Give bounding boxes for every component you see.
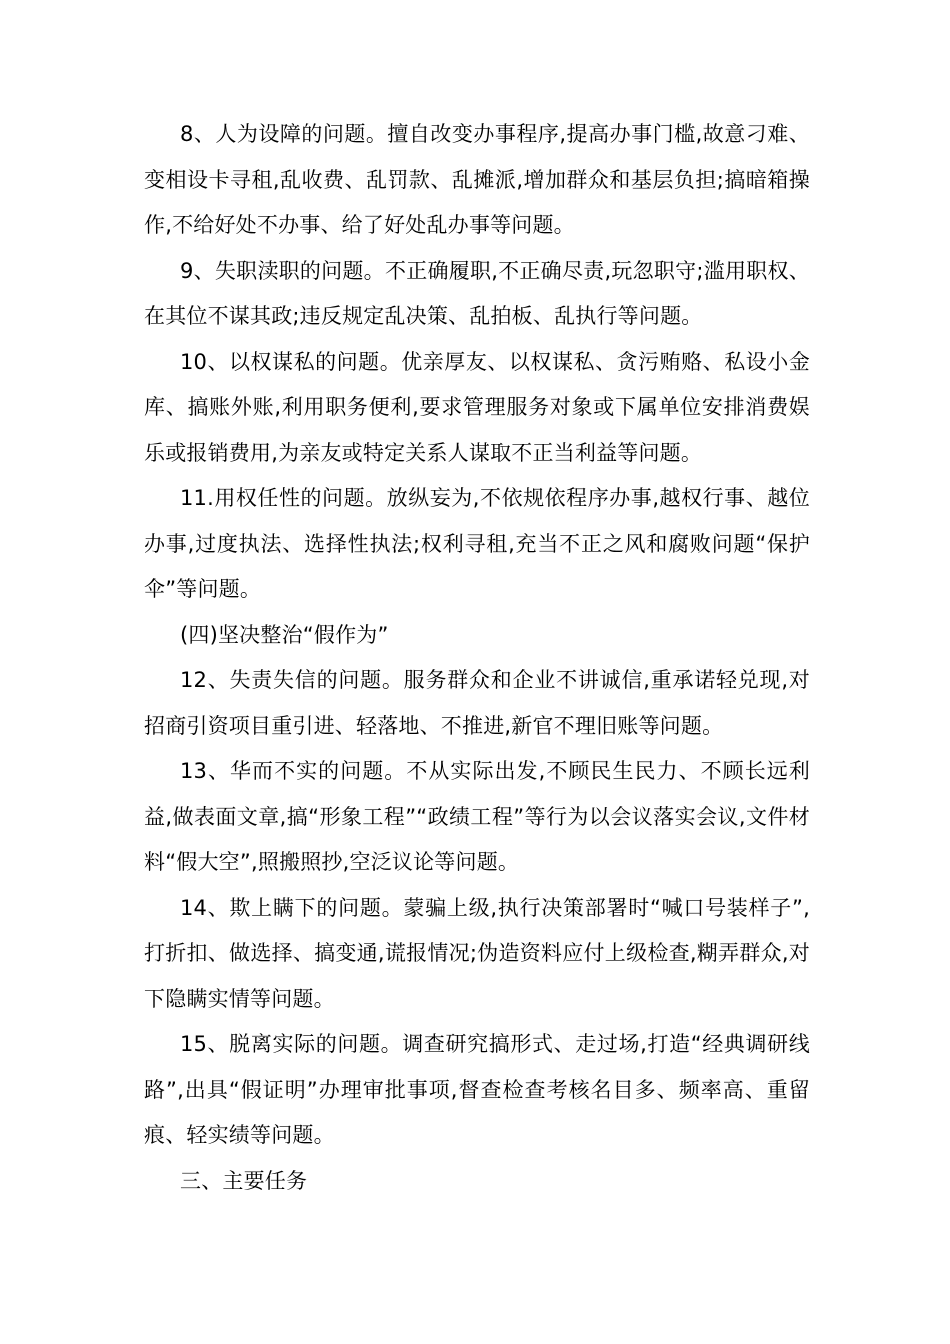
- document-body: [144, 112, 810, 1204]
- section-heading-jia-zuo-wei: (四)坚决整治“假作为”: [180, 622, 389, 647]
- paragraph-item-12: 12、失责失信的问题。服务群众和企业不讲诚信,重承诺轻兑现,对招商引资项目重引进、轻落地、不推进,新官不理旧账等问题。: [144, 668, 810, 738]
- paragraph-item-10: 10、以权谋私的问题。优亲厚友、以权谋私、贪污贿赂、私设小金库、搞账外账,利用职务便利,要求管理服务对象或下属单位安排消费娱乐或报销费用,为亲友或特定关系人谋取不正当利益等问题。: [144, 349, 810, 465]
- paragraph-item-13: 13、华而不实的问题。不从实际出发,不顾民生民力、不顾长远利益,做表面文章,搞“形象工程”“政绩工程”等行为以会议落实会议,文件材料“假大空”,照搬照抄,空泛议论等问题。: [144, 759, 810, 874]
- paragraph-item-11: 11.用权任性的问题。放纵妄为,不依规依程序办事,越权行事、越位办事,过度执法、选择性执法;权利寻租,充当不正之风和腐败问题“保护伞”等问题。: [144, 486, 810, 601]
- section-heading-main-tasks: 三、主要任务: [180, 1168, 308, 1193]
- paragraph-item-15: 15、脱离实际的问题。调查研究搞形式、走过场,打造“经典调研线路”,出具“假证明”办理审批事项,督查检查考核名目多、频率高、重留痕、轻实绩等问题。: [144, 1032, 810, 1147]
- paragraph-item-8: 8、人为设障的问题。擅自改变办事程序,提高办事门槛,故意刁难、变相设卡寻租,乱收费、乱罚款、乱摊派,增加群众和基层负担;搞暗箱操作,不给好处不办事、给了好处乱办事等问题。: [144, 122, 810, 237]
- paragraph-item-9: 9、失职渎职的问题。不正确履职,不正确尽责,玩忽职守;滥用职权、在其位不谋其政;违反规定乱决策、乱拍板、乱执行等问题。: [144, 258, 810, 328]
- paragraph-item-14: 14、欺上瞒下的问题。蒙骗上级,执行决策部署时“喊口号装样子”,打折扣、做选择、搞变通,谎报情况;伪造资料应付上级检查,糊弄群众,对下隐瞒实情等问题。: [144, 895, 810, 1011]
